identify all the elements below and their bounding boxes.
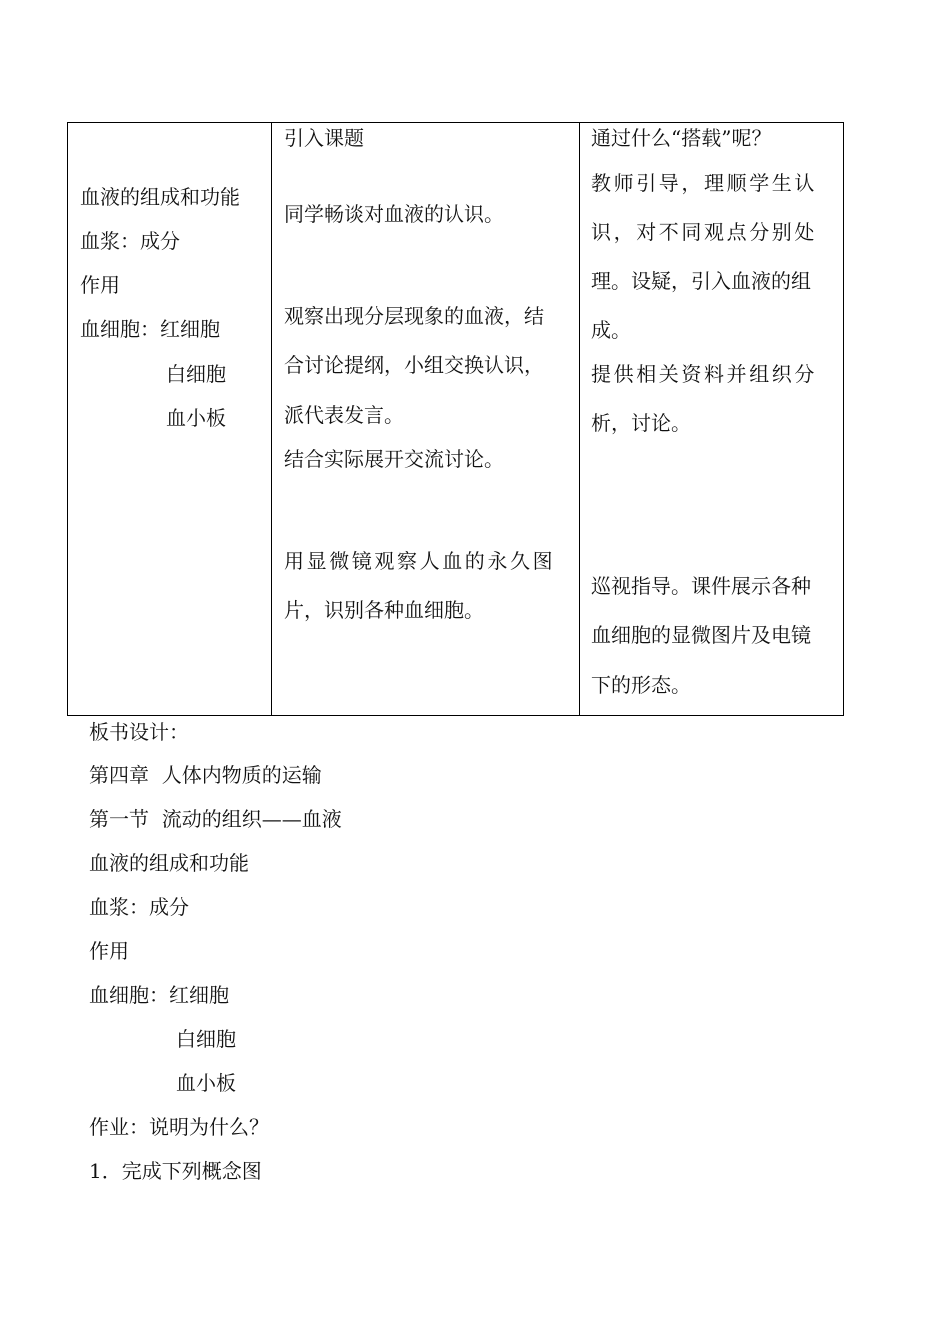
table-col3-guide-3: 理。设疑，引入血液的组 xyxy=(591,269,811,293)
board-title: 血液的组成和功能 xyxy=(89,851,249,875)
table-col3-patrol-3: 下的形态。 xyxy=(591,673,691,697)
table-col2-observe-1: 观察出现分层现象的血液，结 xyxy=(284,304,544,328)
table-col2-intro: 引入课题 xyxy=(284,126,364,150)
board-chapter: 第四章 人体内物质的运输 xyxy=(89,763,322,787)
table-col3-provide-2: 析，讨论。 xyxy=(591,411,691,435)
table-col3-provide-1: 提供相关资料并组织分 xyxy=(591,362,817,386)
homework-item-1: 1．完成下列概念图 xyxy=(89,1159,262,1183)
table-col2-observe-2: 合讨论提纲，小组交换认识， xyxy=(284,353,544,377)
table-col3-guide-2: 识，对不同观点分别处 xyxy=(591,220,817,244)
board-section: 第一节 流动的组织——血液 xyxy=(89,807,342,831)
table-col3-guide-1: 教师引导，理顺学生认 xyxy=(591,171,817,195)
table-col1-plasma: 血浆：成分 xyxy=(80,229,180,253)
table-col2-talk: 同学畅谈对血液的认识。 xyxy=(284,202,504,226)
board-plasma: 血浆：成分 xyxy=(89,895,189,919)
board-platelet: 血小板 xyxy=(176,1071,236,1095)
table-col2-micro-2: 片，识别各种血细胞。 xyxy=(284,598,484,622)
table-col3-patrol-1: 巡视指导。课件展示各种 xyxy=(591,574,811,598)
table-col1-white: 白细胞 xyxy=(166,362,226,386)
table-divider-2 xyxy=(579,122,580,715)
table-col3-guide-4: 成。 xyxy=(591,318,631,342)
table-col1-function: 作用 xyxy=(80,273,120,297)
table-col1-platelet: 血小板 xyxy=(166,406,226,430)
table-col2-micro-1: 用显微镜观察人血的永久图 xyxy=(284,549,556,573)
homework-heading: 作业：说明为什么？ xyxy=(89,1115,269,1139)
board-heading: 板书设计： xyxy=(89,720,189,744)
board-function: 作用 xyxy=(89,939,129,963)
table-divider-1 xyxy=(271,122,272,715)
table-col2-observe-3: 派代表发言。 xyxy=(284,403,404,427)
table-col3-question: 通过什么“搭载”呢？ xyxy=(591,126,772,150)
table-col2-discuss: 结合实际展开交流讨论。 xyxy=(284,447,504,471)
table-col1-cells: 血细胞：红细胞 xyxy=(80,317,220,341)
board-white: 白细胞 xyxy=(176,1027,236,1051)
board-cells: 血细胞：红细胞 xyxy=(89,983,229,1007)
table-col3-patrol-2: 血细胞的显微图片及电镜 xyxy=(591,623,811,647)
table-col1-title: 血液的组成和功能 xyxy=(80,185,240,209)
